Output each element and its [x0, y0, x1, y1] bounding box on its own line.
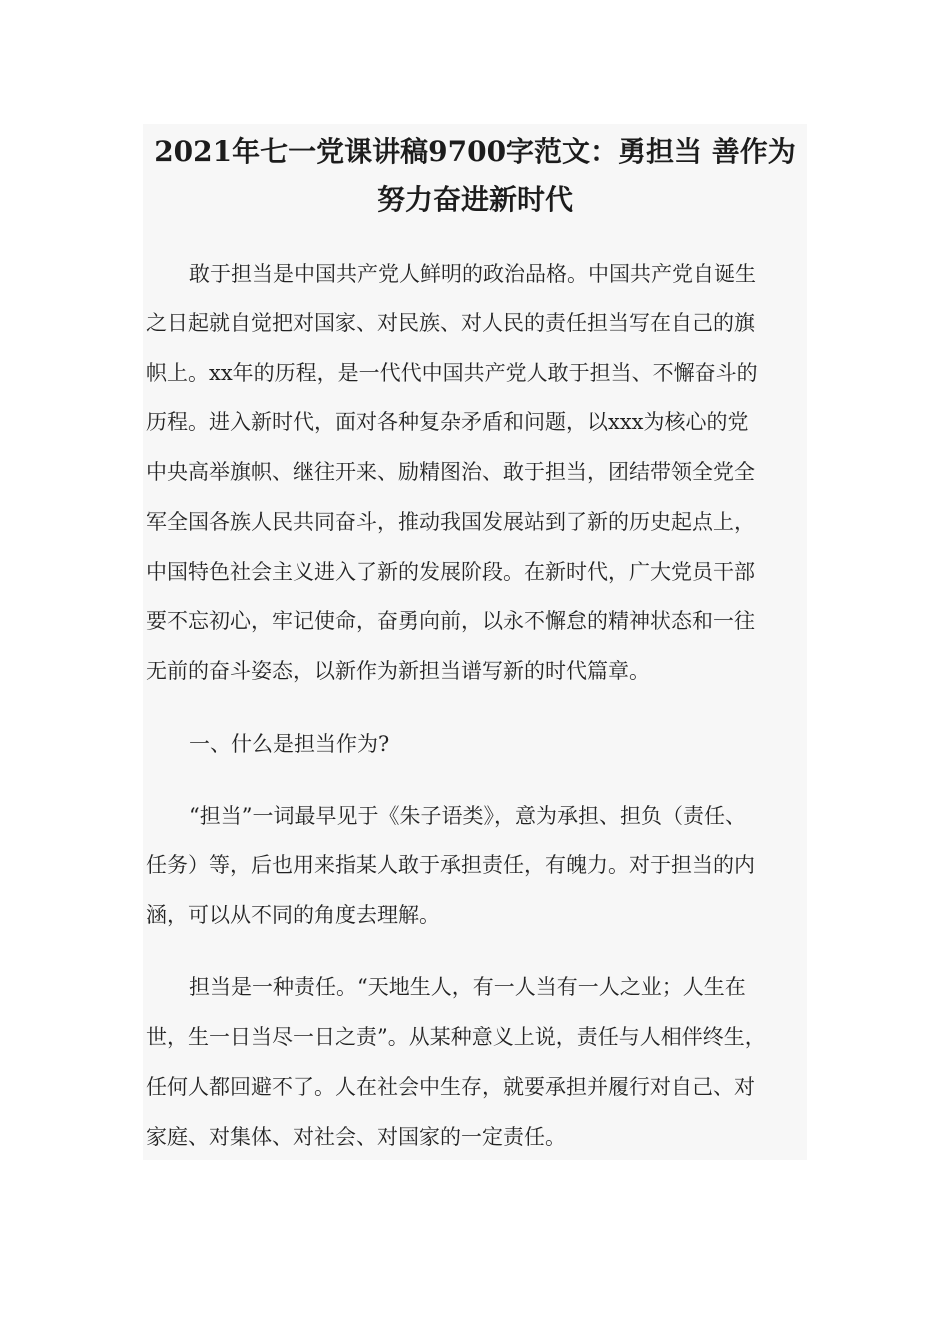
paragraph-1-line-9: 无前的奋斗姿态，以新作为新担当谱写新的时代篇章。 [146, 659, 650, 683]
paragraph-1-line-4: 历程。进入新时代，面对各种复杂矛盾和问题，以xxx为核心的党 [146, 410, 749, 434]
document-title-line-2: 努力奋进新时代 [376, 183, 573, 216]
paragraph-1-line-1: 敢于担当是中国共产党人鲜明的政治品格。中国共产党自诞生 [189, 262, 756, 286]
paragraph-3-line-1: “担当”一词最早见于《朱子语类》，意为承担、担负（责任、 [189, 804, 746, 828]
paragraph-3-line-2: 任务）等，后也用来指某人敢于承担责任，有魄力。对于担当的内 [146, 853, 755, 877]
paragraph-1-line-5: 中央高举旗帜、继往开来、励精图治、敢于担当，团结带领全党全 [146, 460, 755, 484]
paragraph-4-line-2: 世，生一日当尽一日之责”。从某种意义上说，责任与人相伴终生， [146, 1025, 766, 1049]
paragraph-3-line-3: 涵，可以从不同的角度去理解。 [146, 903, 440, 927]
paragraph-1-line-2: 之日起就自觉把对国家、对民族、对人民的责任担当写在自己的旗 [146, 311, 755, 335]
paragraph-1-line-8: 要不忘初心，牢记使命，奋勇向前，以永不懈怠的精神状态和一往 [146, 609, 755, 633]
paragraph-4-line-4: 家庭、对集体、对社会、对国家的一定责任。 [146, 1125, 566, 1149]
paragraph-4-line-1: 担当是一种责任。“天地生人，有一人当有一人之业；人生在 [189, 975, 746, 999]
paragraph-1-line-6: 军全国各族人民共同奋斗，推动我国发展站到了新的历史起点上， [146, 510, 755, 534]
paragraph-1-line-3: 帜上。xx年的历程，是一代代中国共产党人敢于担当、不懈奋斗的 [146, 361, 758, 385]
paragraph-1-line-7: 中国特色社会主义进入了新的发展阶段。在新时代，广大党员干部 [146, 560, 755, 584]
document-title-line-1: 2021年七一党课讲稿9700字范文：勇担当 善作为 [154, 135, 796, 168]
paragraph-4-line-3: 任何人都回避不了。人在社会中生存，就要承担并履行对自己、对 [146, 1075, 755, 1099]
section-heading: 一、什么是担当作为? [189, 732, 390, 756]
